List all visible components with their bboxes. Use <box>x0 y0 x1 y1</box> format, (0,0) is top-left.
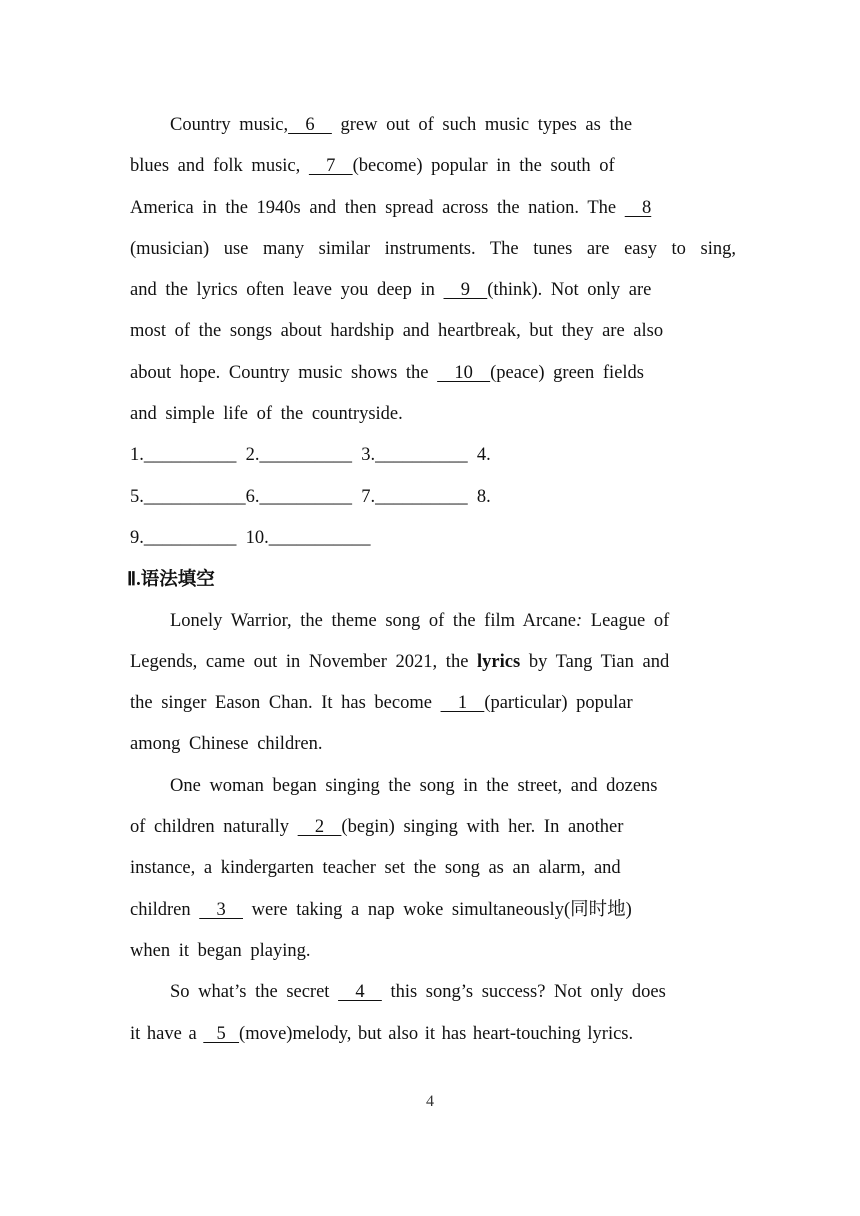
page-number: 4 <box>426 1093 434 1110</box>
p2-line-10 <box>130 972 736 1013</box>
text: grew out of such music types as the <box>331 115 633 135</box>
text: (begin) singing with her. In another <box>341 817 624 838</box>
text: were taking a nap woke simultaneously(同时地) <box>243 899 632 920</box>
blank-9: 9 <box>443 280 488 301</box>
blank-4: 4 <box>338 982 382 1003</box>
p2-line-1 <box>130 601 736 642</box>
p1-line-2 <box>130 146 736 187</box>
text: (become) popular in the south of <box>352 156 615 177</box>
answer-row-1: 1.__________ 2.__________ 3.__________ 4. <box>130 445 491 466</box>
text: by Tang Tian and <box>520 651 670 672</box>
blank-3: 3 <box>199 899 243 920</box>
blank-2: 2 <box>297 817 342 838</box>
colon: : <box>576 610 583 631</box>
text: it have a <box>130 1023 204 1044</box>
p1-line-1 <box>130 105 736 146</box>
text: (particular) popular <box>484 693 633 714</box>
text: Legends, came out in November 2021, the <box>130 651 478 672</box>
text: of children naturally <box>130 817 298 838</box>
text: blues and folk music, <box>130 156 309 177</box>
text: most of the songs about hardship and heartbreak, but they are also <box>130 321 664 342</box>
p2-line-11 <box>130 1014 736 1055</box>
p2-line-4 <box>130 724 736 765</box>
text: this song’s success? Not only does <box>381 982 666 1003</box>
blank-8: 8 <box>624 197 652 218</box>
text: about hope. Country music shows the <box>130 362 438 383</box>
p1-line-7 <box>130 353 736 394</box>
document-page <box>127 105 736 1055</box>
text: children <box>130 899 200 920</box>
text: So what’s the secret <box>170 982 339 1003</box>
section-title: 语法填空 <box>140 569 215 591</box>
text: (peace) green fields <box>490 362 644 383</box>
text: Country music, <box>170 115 289 135</box>
blank-1: 1 <box>440 693 485 714</box>
p1-line-8 <box>130 394 736 435</box>
text: League of <box>582 610 670 631</box>
text: (think). Not only are <box>487 280 652 301</box>
p1-line-4 <box>130 229 736 270</box>
blank-10: 10 <box>437 362 491 383</box>
p2-line-7 <box>130 848 736 889</box>
text: (musician) use many similar instruments. The tunes are easy to sing, <box>130 238 736 259</box>
answer-row-3: 9.__________ 10.___________ <box>130 527 371 548</box>
text: when it began playing. <box>130 940 311 961</box>
section-number: Ⅱ. <box>127 570 141 591</box>
section-heading <box>127 559 736 600</box>
p2-line-5 <box>130 766 736 807</box>
text: the singer Eason Chan. It has become <box>130 693 441 714</box>
p1-line-5 <box>130 270 736 311</box>
blank-7: 7 <box>308 156 353 177</box>
p1-line-6 <box>130 311 736 352</box>
p2-line-6 <box>130 807 736 848</box>
text: America in the 1940s and then spread across the nation. The <box>130 197 625 218</box>
text: Lonely Warrior, the theme song of the film Arcane <box>170 610 576 631</box>
blank-5: 5 <box>203 1023 240 1044</box>
bold-word: lyrics <box>477 651 521 672</box>
blank-6: 6 <box>288 115 332 135</box>
text: and simple life of the countryside. <box>130 404 403 425</box>
text: instance, a kindergarten teacher set the song as an alarm, and <box>130 858 621 879</box>
p2-line-9 <box>130 931 736 972</box>
text: and the lyrics often leave you deep in <box>130 280 444 301</box>
p1-line-3 <box>130 188 736 229</box>
text: (move)melody, but also it has heart-touching lyrics. <box>239 1023 634 1044</box>
p2-line-3 <box>130 683 736 724</box>
text: One woman began singing the song in the street, and dozens <box>170 775 658 796</box>
text: among Chinese children. <box>130 734 323 755</box>
p2-line-2 <box>130 642 736 683</box>
p2-line-8 <box>130 890 736 931</box>
answer-row-2: 5.___________6.__________ 7.__________ 8. <box>130 486 491 507</box>
